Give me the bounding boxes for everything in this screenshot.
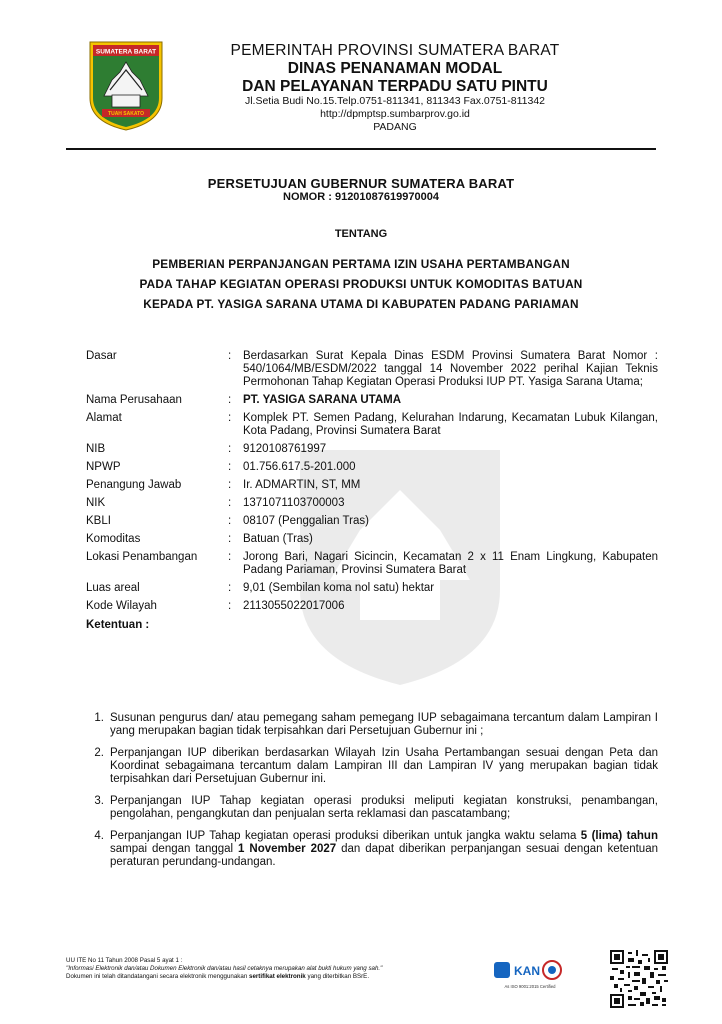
field-label: Dasar xyxy=(86,350,117,362)
text-run: Perpanjangan IUP Tahap kegiatan operasi produksi diberikan untuk jangka waktu selama xyxy=(110,830,581,842)
ketentuan-heading: Ketentuan : xyxy=(86,619,150,631)
field-label: KBLI xyxy=(86,515,111,527)
field-value: 01.756.617.5-201.000 xyxy=(243,461,356,473)
duration-emphasis: 5 (lima) tahun xyxy=(580,830,658,842)
approval-title: PERSETUJUAN GUBERNUR SUMATERA BARAT xyxy=(207,176,515,191)
qr-code-icon xyxy=(610,950,668,1008)
field-row-kbli xyxy=(86,515,658,528)
field-label: Penangung Jawab xyxy=(86,479,182,491)
text-run: yang diterbitkan BSrE. xyxy=(305,973,370,980)
field-value: Jorong Bari, Nagari Sicincin, Kecamatan 2 x 11 Enam Lingkung, Kabupaten Padang Pariaman, Provinsi Sumatera Barat xyxy=(243,551,658,576)
field-colon: : xyxy=(228,533,232,545)
field-value: Berdasarkan Surat Kepala Dinas ESDM Provinsi Sumatera Barat Nomor : 540/1064/MB/ESDM/2022 tanggal 14 November 2022 perihal Kajian Teknis Permohonan Tahap Kegiatan Operasi Produksi IUP PT. Yasiga Sarana Utama; xyxy=(243,350,658,388)
field-value: 9120108761997 xyxy=(243,443,327,455)
list-item-text: Susunan pengurus dan/ atau pemegang saham pemegang IUP sebagaimana tercantum dalam Lampiran I yang merupakan bagian tidak terpisahkan dari Persetujuan Gubernur ini ; xyxy=(110,712,658,737)
field-colon: : xyxy=(228,350,232,362)
letterhead-website: http://dpmptsp.sumbarprov.go.id xyxy=(320,108,470,121)
field-label: NPWP xyxy=(86,461,121,473)
field-label: Komoditas xyxy=(86,533,141,545)
field-value: 1371071103700003 xyxy=(243,497,345,509)
list-item-number: 4. xyxy=(94,830,104,842)
field-colon: : xyxy=(228,394,232,406)
field-row-nib xyxy=(86,443,658,456)
approval-number: NOMOR : 91201087619970004 xyxy=(283,191,439,203)
field-value: 08107 (Penggalian Tras) xyxy=(243,515,369,527)
letterhead-government: PEMERINTAH PROVINSI SUMATERA BARAT xyxy=(230,42,560,59)
list-item-text: Perpanjangan IUP Tahap kegiatan operasi produksi meliputi kegiatan konstruksi, penambangan, pengolahan, pengangkutan dan penjualan serta reklamasi dan pascatambang; xyxy=(110,795,658,820)
field-row-komoditas xyxy=(86,533,658,546)
footer-line xyxy=(66,973,486,981)
text-run: dan dapat diberikan perpanjangan sesuai dengan ketentuan peraturan perundang-undangan. xyxy=(110,843,658,868)
text-run: sampai dengan tanggal xyxy=(110,843,239,855)
province-logo-icon xyxy=(88,40,164,132)
field-value: Komplek PT. Semen Padang, Kelurahan Indarung, Kecamatan Lubuk Kilangan, Kota Padang, Provinsi Sumatera Barat xyxy=(243,412,658,437)
field-colon: : xyxy=(228,551,232,563)
field-label: Nama Perusahaan xyxy=(86,394,182,406)
field-value: 2113055022017006 xyxy=(243,600,345,612)
field-colon: : xyxy=(228,515,232,527)
field-label: NIB xyxy=(86,443,106,455)
list-item-text xyxy=(110,830,658,869)
letterhead-department-line2: DAN PELAYANAN TERPADU SATU PINTU xyxy=(242,77,548,95)
list-item-number: 2. xyxy=(94,747,104,759)
field-value: Ir. ADMARTIN, ST, MM xyxy=(243,479,361,491)
field-colon: : xyxy=(228,600,232,612)
footer-line: "Informasi Elektronik dan/atau Dokumen Elektronik dan/atau hasil cetaknya merupakan alat bukti hukum yang sah." xyxy=(66,965,383,972)
letterhead-department-line1: DINAS PENANAMAN MODAL xyxy=(287,59,503,77)
subject-block xyxy=(66,254,656,314)
list-item xyxy=(86,747,658,786)
list-item xyxy=(86,830,658,869)
field-label: NIK xyxy=(86,497,106,509)
footer-line: UU ITE No 11 Tahun 2008 Pasal 5 ayat 1 : xyxy=(66,957,183,964)
letterhead-divider xyxy=(66,148,656,150)
list-item-text: Perpanjangan IUP diberikan berdasarkan Wilayah Izin Usaha Pertambangan sesuai dengan Peta dan Koordinat sebagaimana tercantum dalam Lampiran III dan Lampiran IV yang merupakan bagian tidak terpisahkan dari Persetujuan Gubernur ini. xyxy=(110,747,658,785)
subject-line: KEPADA PT. YASIGA SARANA UTAMA DI KABUPATEN PADANG PARIAMAN xyxy=(143,297,579,311)
field-colon: : xyxy=(228,479,232,491)
text-run: Dokumen ini telah ditandatangani secara elektronik menggunakan xyxy=(66,973,249,980)
field-row-nama-perusahaan xyxy=(86,394,658,407)
field-colon: : xyxy=(228,582,232,594)
kan-logo-text: KAN xyxy=(514,964,540,978)
logo-banner-text: SUMATERA BARAT xyxy=(95,48,157,56)
detail-fields xyxy=(86,350,658,631)
subject-line: PADA TAHAP KEGIATAN OPERASI PRODUKSI UNTUK KOMODITAS BATUAN xyxy=(139,277,583,291)
field-row-kode-wilayah xyxy=(86,600,658,613)
field-row-penanggung-jawab xyxy=(86,479,658,492)
list-item xyxy=(86,795,658,821)
list-item-number: 1. xyxy=(94,712,104,724)
field-row-npwp xyxy=(86,461,658,474)
field-value: Batuan (Tras) xyxy=(243,533,313,545)
field-label: Kode Wilayah xyxy=(86,600,157,612)
field-row-lokasi xyxy=(86,551,658,577)
tentang-heading: TENTANG xyxy=(334,228,388,240)
field-label: Luas areal xyxy=(86,582,140,594)
logo-ribbon-text: TUAH SAKATO xyxy=(108,111,144,117)
field-row-dasar xyxy=(86,350,658,389)
field-row-nik xyxy=(86,497,658,510)
field-label: Lokasi Penambangan xyxy=(86,551,198,563)
letterhead-city: PADANG xyxy=(373,120,417,133)
field-colon: : xyxy=(228,412,232,424)
list-item xyxy=(86,712,658,738)
field-label: Alamat xyxy=(86,412,122,424)
cert-caption: As ISO 9001:2015 Certified xyxy=(504,984,556,989)
letterhead-address: Jl.Setia Budi No.15.Telp.0751-811341, 811343 Fax.0751-811342 xyxy=(244,95,546,108)
letterhead xyxy=(160,42,630,133)
field-colon: : xyxy=(228,443,232,455)
kan-certification-logo-icon xyxy=(490,958,570,992)
footer-legal-note xyxy=(66,957,486,981)
field-row-alamat xyxy=(86,412,658,438)
list-item-number: 3. xyxy=(94,795,104,807)
field-value: 9,01 (Sembilan koma nol satu) hektar xyxy=(243,582,435,594)
text-run-bold: sertifikat elektronik xyxy=(249,973,306,980)
field-row-luas-areal xyxy=(86,582,658,595)
field-value: PT. YASIGA SARANA UTAMA xyxy=(243,394,402,406)
subject-line: PEMBERIAN PERPANJANGAN PERTAMA IZIN USAHA PERTAMBANGAN xyxy=(152,257,570,271)
date-emphasis: 1 November 2027 xyxy=(238,843,337,855)
ketentuan-list xyxy=(86,712,658,878)
field-colon: : xyxy=(228,461,232,473)
field-colon: : xyxy=(228,497,232,509)
